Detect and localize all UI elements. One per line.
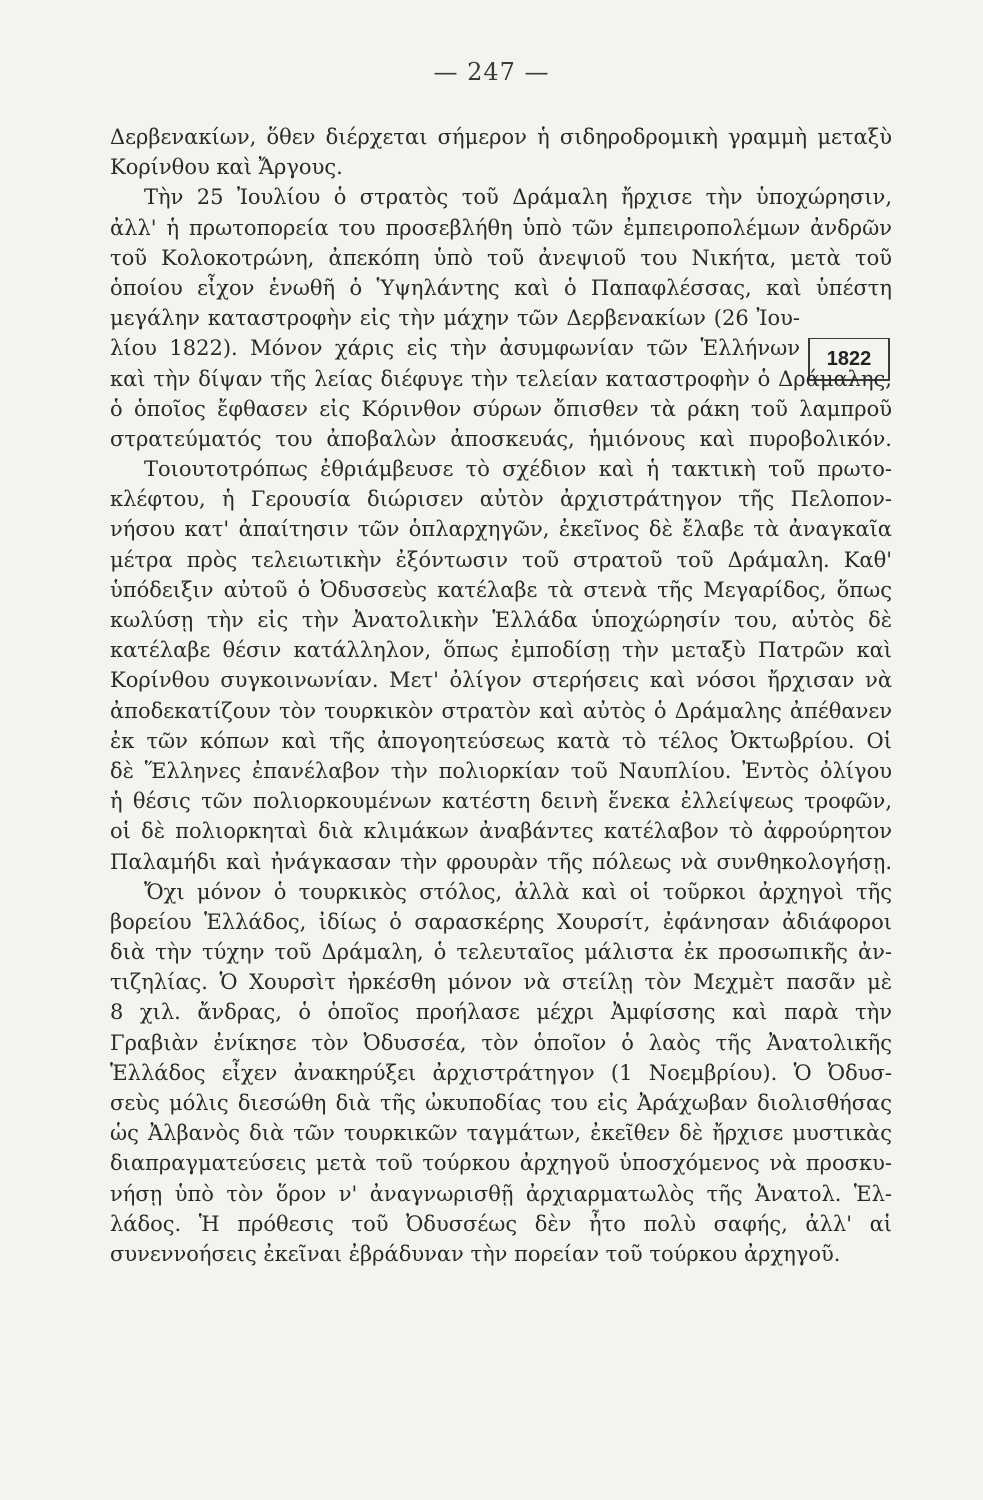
- body-text: [110, 122, 892, 1269]
- text-line: καὶ τὴν δίψαν τῆς λείας διέφυγε τὴν τελείαν καταστροφὴν ὁ Δράμαλης,: [110, 366, 892, 391]
- text-line: συνεννοήσεις ἐκεῖναι ἐβράδυναν τὴν πορείαν τοῦ τούρκου ἀρχηγοῦ.: [110, 1241, 841, 1266]
- text-line: Κορίνθου καὶ Ἄργους.: [110, 155, 343, 180]
- text-line: κλέφτου, ἡ Γερουσία διώρισεν αὐτὸν ἀρχιστράτηγον τῆς Πελοπον-: [110, 487, 892, 512]
- text-line: δὲ Ἕλληνες ἐπανέλαβον τὴν πολιορκίαν τοῦ Ναυπλίου. Ἐντὸς ὀλίγου: [110, 758, 892, 783]
- text-line: στρατεύματός του ἀποβαλὼν ἀποσκευάς, ἡμιόνους καὶ πυροβολικόν.: [110, 426, 892, 451]
- text-line: νήσου κατ' ἀπαίτησιν τῶν ὁπλαρχηγῶν, ἐκεῖνος δὲ ἔλαβε τὰ ἀναγκαῖα: [110, 517, 892, 542]
- text-line: σεὺς μόλις διεσώθη διὰ τῆς ὠκυποδίας του εἰς Ἀράχωβαν διολισθήσας: [110, 1091, 892, 1115]
- text-line: κωλύσῃ τὴν εἰς τὴν Ἀνατολικὴν Ἑλλάδα ὑποχώρησίν του, αὐτὸς δὲ: [110, 608, 892, 632]
- page-number: — 247 —: [433, 58, 550, 86]
- text-line: Παλαμήδι καὶ ἠνάγκασαν τὴν φρουρὰν τῆς πόλεως νὰ συνθηκολογήσῃ.: [110, 849, 892, 874]
- text-line: Τοιουτοτρόπως ἐθριάμβευσε τὸ σχέδιον καὶ ἡ τακτικὴ τοῦ πρωτο-: [144, 457, 892, 482]
- text-line: τιζηλίας. Ὁ Χουρσὶτ ἠρκέσθη μόνον νὰ στείλῃ τὸν Μεχμὲτ πασᾶν μὲ: [110, 970, 892, 995]
- text-line: 8 χιλ. ἄνδρας, ὁ ὁποῖος προήλασε μέχρι Ἀμφίσσης καὶ παρὰ τὴν: [110, 1000, 892, 1025]
- text-line: Δερβενακίων, ὅθεν διέρχεται σήμερον ἡ σιδηροδρομικὴ γραμμὴ μεταξὺ: [110, 125, 892, 149]
- text-line: ὁποίου εἶχον ἑνωθῆ ὁ Ὑψηλάντης καὶ ὁ Παπαφλέσσας, καὶ ὑπέστη: [110, 275, 892, 300]
- text-line: Ἑλλάδος εἶχεν ἀνακηρύξει ἀρχιστράτηγον (1 Νοεμβρίου). Ὁ Ὀδυσ-: [110, 1060, 892, 1085]
- text-line: νήσῃ ὑπὸ τὸν ὅρον ν' ἀναγνωρισθῇ ἀρχιαρματωλὸς τῆς Ἀνατολ. Ἑλ-: [110, 1181, 892, 1206]
- text-line: διὰ τὴν τύχην τοῦ Δράμαλη, ὁ τελευταῖος μάλιστα ἐκ προσωπικῆς ἀν-: [110, 940, 892, 965]
- text-line: τοῦ Κολοκοτρώνη, ἀπεκόπη ὑπὸ τοῦ ἀνεψιοῦ του Νικήτα, μετὰ τοῦ: [110, 245, 892, 270]
- text-line: Γραβιὰν ἐνίκησε τὸν Ὀδυσσέα, τὸν ὁποῖον ὁ λαὸς τῆς Ἀνατολικῆς: [110, 1030, 892, 1055]
- text-line: μέτρα πρὸς τελειωτικὴν ἐξόντωσιν τοῦ στρατοῦ τοῦ Δράμαλη. Καθ': [110, 547, 892, 572]
- text-line: ἀλλ' ἡ πρωτοπορεία του προσεβλήθη ὑπὸ τῶν ἐμπειροπολέμων ἀνδρῶν: [110, 215, 892, 240]
- text-line: Τὴν 25 Ἰουλίου ὁ στρατὸς τοῦ Δράμαλη ἤρχισε τὴν ὑποχώρησιν,: [144, 185, 892, 210]
- text-line: οἱ δὲ πολιορκηταὶ διὰ κλιμάκων ἀναβάντες κατέλαβον τὸ ἀφρούρητον: [110, 819, 892, 844]
- text-line: λάδος. Ἡ πρόθεσις τοῦ Ὀδυσσέως δὲν ἦτο πολὺ σαφής, ἀλλ' αἱ: [110, 1211, 892, 1236]
- text-line: διαπραγματεύσεις μετὰ τοῦ τούρκου ἀρχηγοῦ ὑποσχόμενος νὰ προσκυ-: [110, 1151, 892, 1176]
- text-line: μεγάλην καταστροφὴν εἰς τὴν μάχην τῶν Δερβενακίων (26 Ἰου-: [110, 306, 800, 331]
- text-line: βορείου Ἑλλάδος, ἰδίως ὁ σαρασκέρης Χουρσίτ, ἐφάνησαν ἀδιάφοροι: [110, 909, 892, 934]
- margin-note-year: 1822: [808, 338, 890, 381]
- text-line: Ὄχι μόνον ὁ τουρκικὸς στόλος, ἀλλὰ καὶ οἱ τοῦρκοι ἀρχηγοὶ τῆς: [144, 879, 892, 904]
- text-line: Κορίνθου συγκοινωνίαν. Μετ' ὀλίγον στερήσεις καὶ νόσοι ἤρχισαν νὰ: [110, 668, 892, 693]
- text-line: ὁ ὁποῖος ἔφθασεν εἰς Κόρινθον σύρων ὄπισθεν τὰ ράκη τοῦ λαμπροῦ: [110, 396, 892, 421]
- text-line: ὡς Ἀλβανὸς διὰ τῶν τουρκικῶν ταγμάτων, ἐκεῖθεν δὲ ἤρχισε μυστικὰς: [110, 1121, 892, 1146]
- text-line: ὑπόδειξιν αὐτοῦ ὁ Ὀδυσσεὺς κατέλαβε τὰ στενὰ τῆς Μεγαρίδος, ὅπως: [110, 577, 892, 602]
- text-line: λίου 1822). Μόνον χάρις εἰς τὴν ἀσυμφωνίαν τῶν Ἑλλήνων: [110, 336, 800, 361]
- text-line: ἡ θέσις τῶν πολιορκουμένων κατέστη δεινὴ ἕνεκα ἐλλείψεως τροφῶν,: [110, 789, 892, 814]
- text-line: ἀποδεκατίζουν τὸν τουρκικὸν στρατὸν καὶ αὐτὸς ὁ Δράμαλης ἀπέθανεν: [110, 698, 892, 723]
- text-line: ἐκ τῶν κόπων καὶ τῆς ἀπογοητεύσεως κατὰ τὸ τέλος Ὀκτωβρίου. Οἱ: [110, 728, 892, 753]
- text-line: κατέλαβε θέσιν κατάλληλον, ὅπως ἐμποδίσῃ τὴν μεταξὺ Πατρῶν καὶ: [110, 638, 892, 663]
